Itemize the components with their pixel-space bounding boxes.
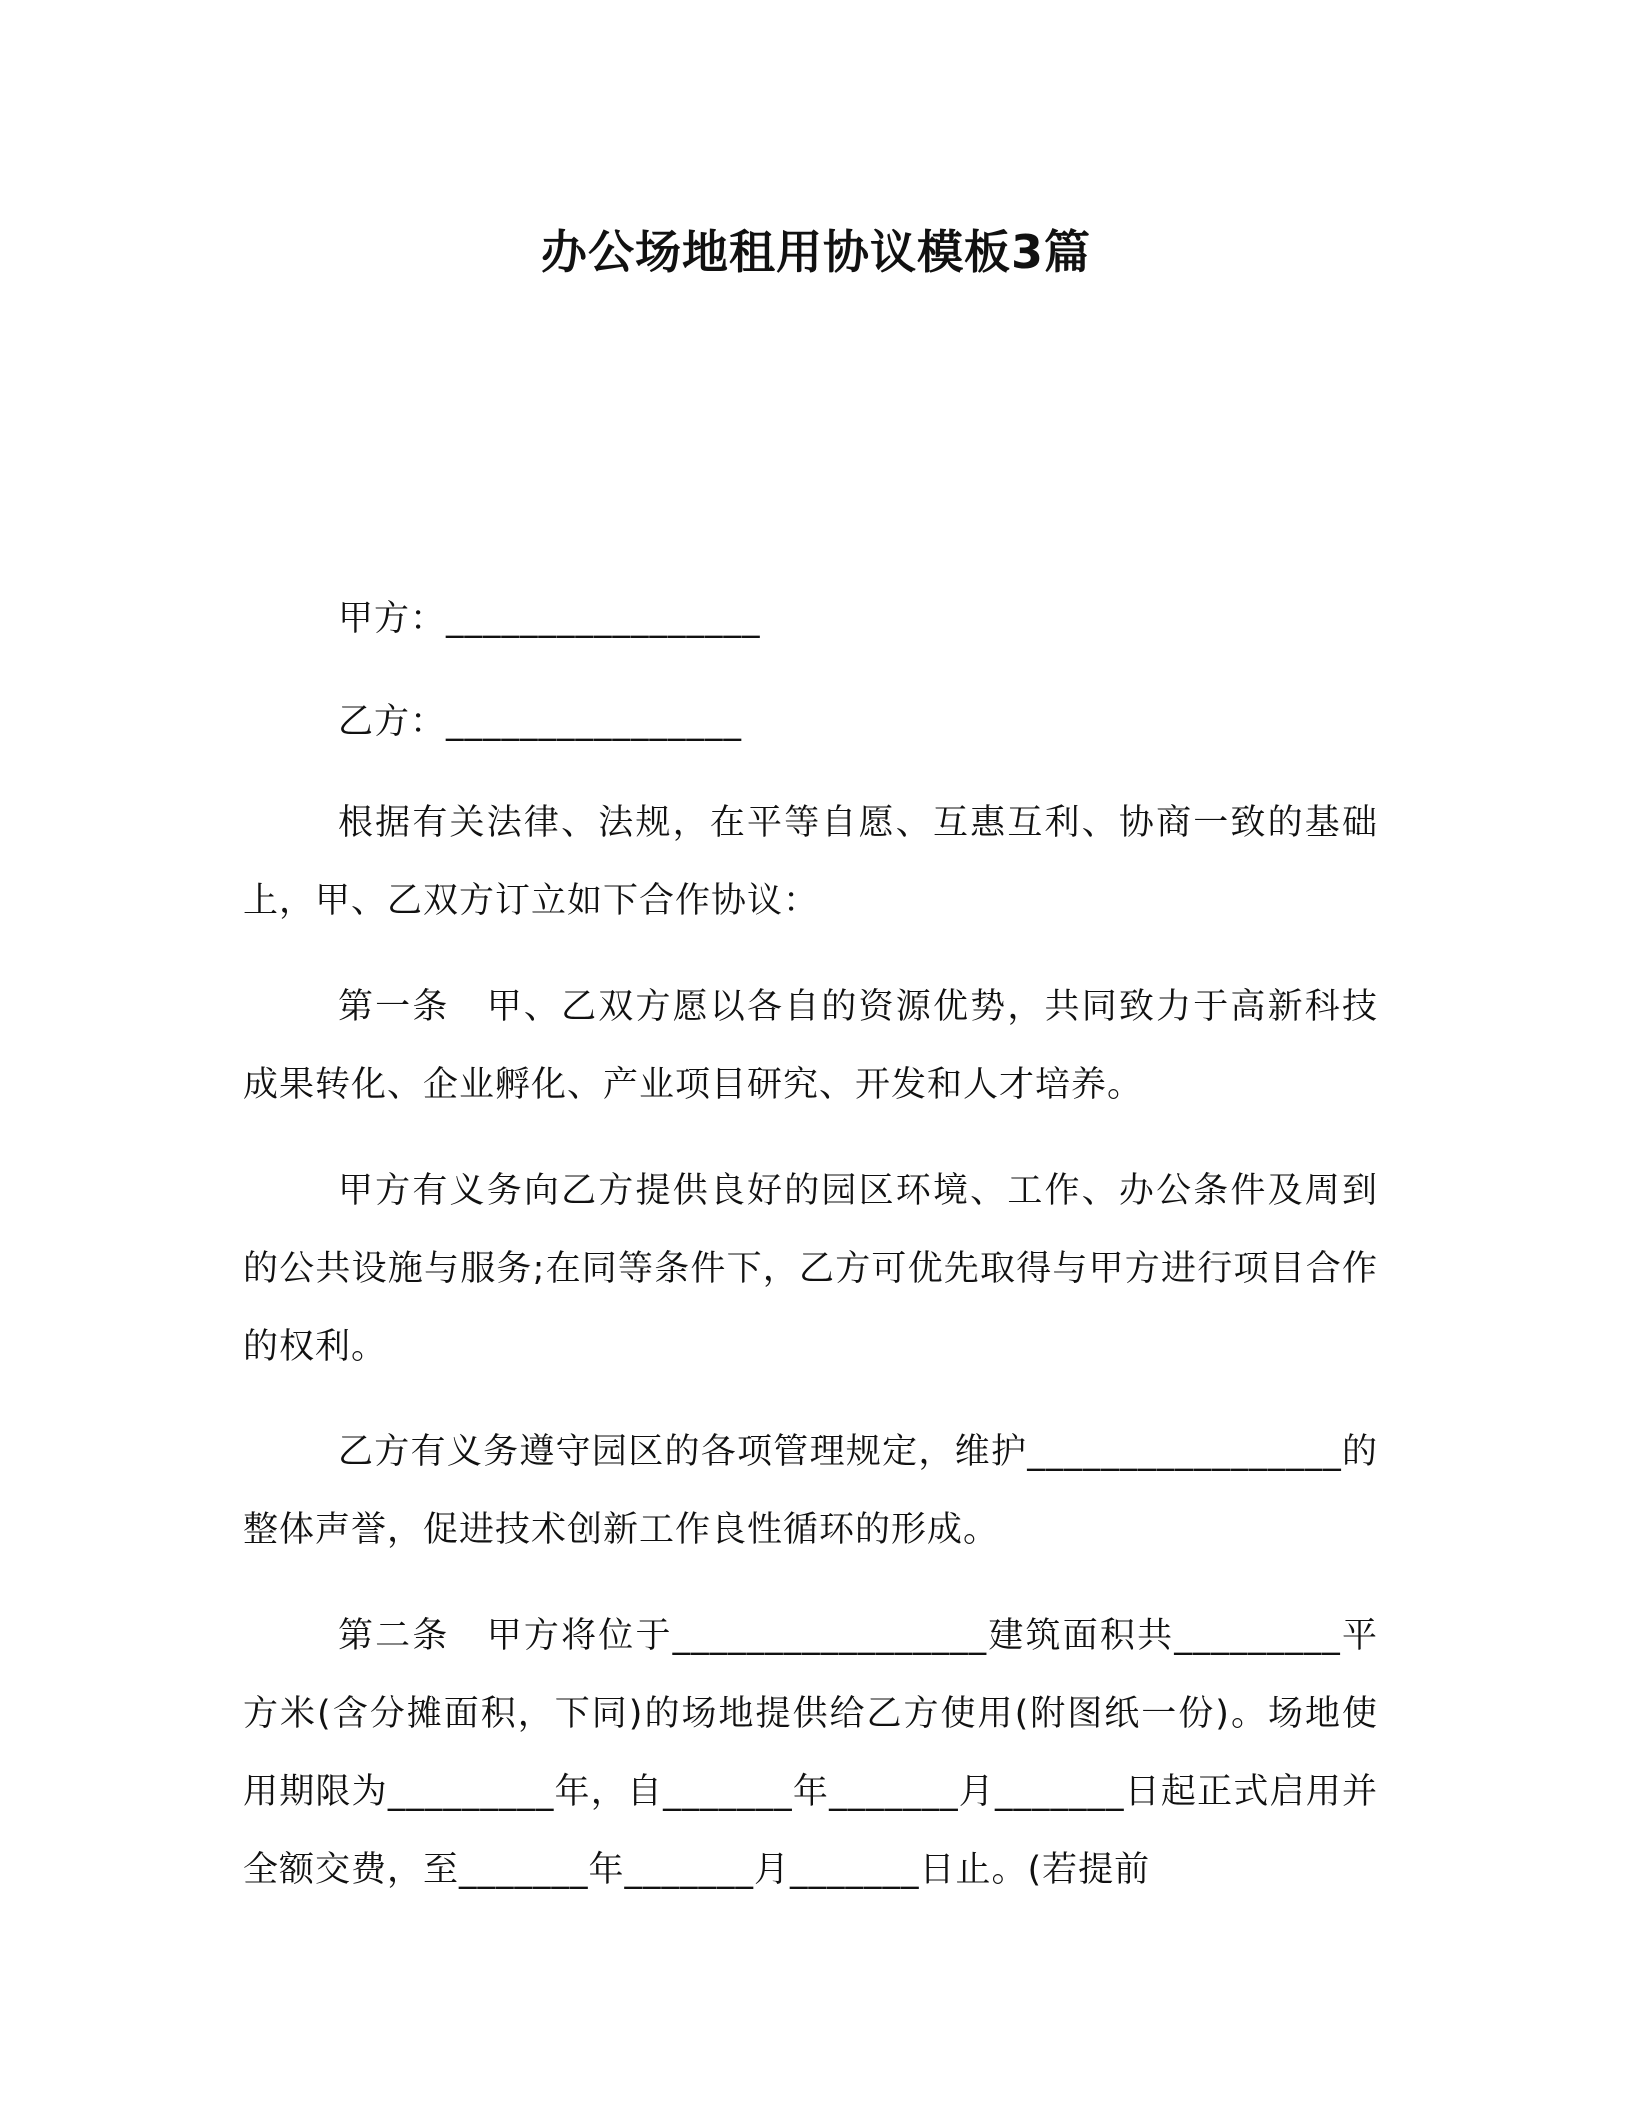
paragraph-party-a-duty: 甲方有义务向乙方提供良好的园区环境、工作、办公条件及周到的公共设施与服务;在同等条件下，乙方可优先取得与甲方进行项目合作的权利。 — [243, 1171, 1378, 1367]
paragraph-party-b-duty: 乙方有义务遵守园区的各项管理规定，维护_________________的整体声誉，促进技术创新工作良性循环的形成。 — [243, 1432, 1378, 1550]
paragraph-article-2: 第二条 甲方将位于_________________建筑面积共_________平方米(含分摊面积，下同)的场地提供给乙方使用(附图纸一份)。场地使用期限为_________年，自_______年_______月_______日起正式启用并全额交费，至_______年_______月_______日止。(若提前 — [243, 1616, 1378, 1890]
paragraph-intro: 根据有关法律、法规，在平等自愿、互惠互利、协商一致的基础上，甲、乙双方订立如下合作协议： — [243, 803, 1378, 921]
document-title: 办公场地租用协议模板3篇 — [540, 225, 1091, 279]
party-a-line: 甲方：_________________ — [338, 599, 761, 639]
party-b-line: 乙方：________________ — [338, 702, 743, 742]
paragraph-article-1: 第一条 甲、乙双方愿以各自的资源优势，共同致力于高新科技成果转化、企业孵化、产业项目研究、开发和人才培养。 — [243, 987, 1378, 1105]
